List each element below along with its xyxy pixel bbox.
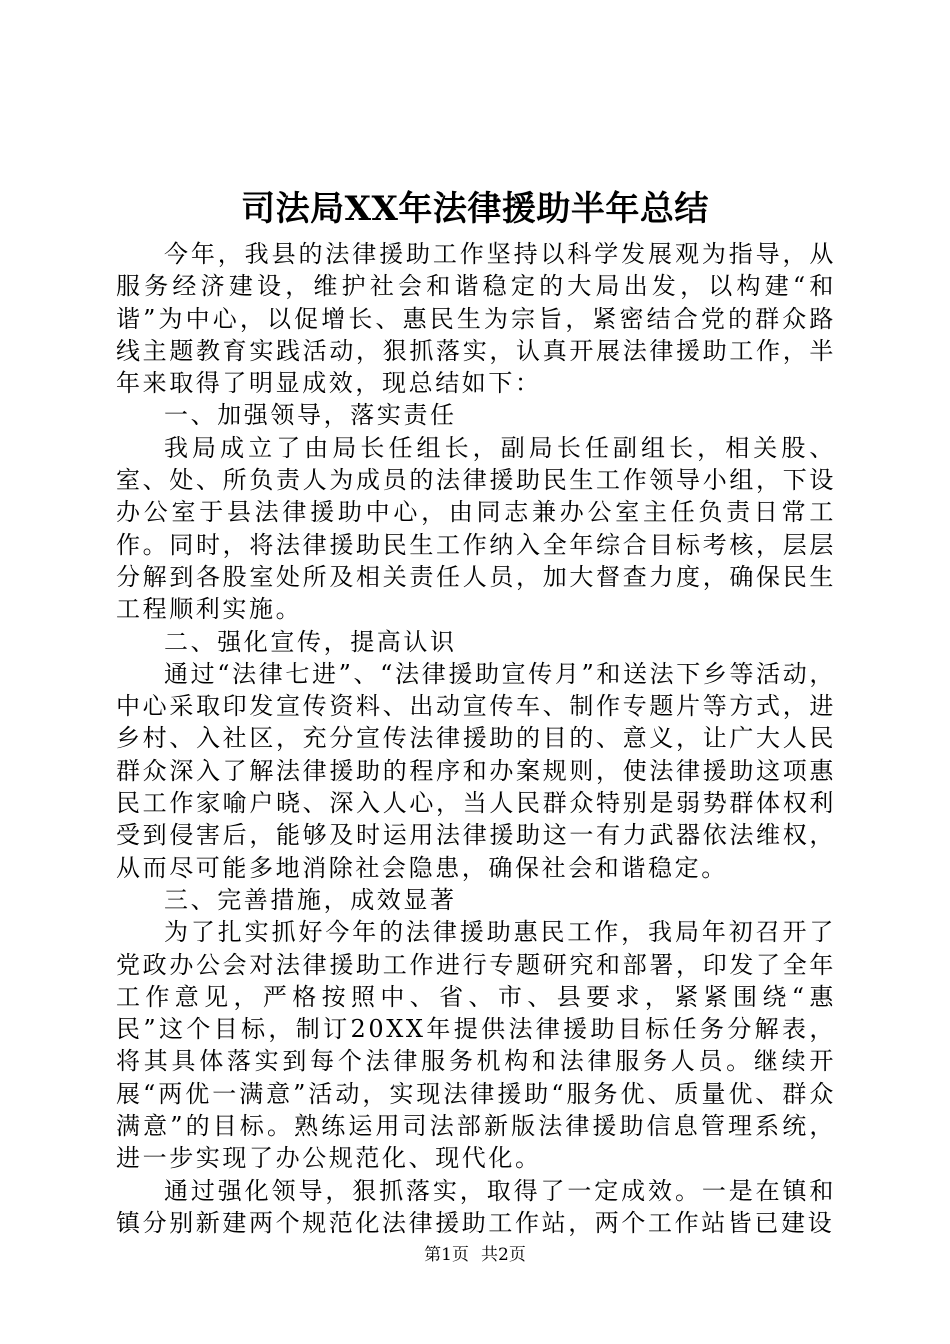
page-number-total: 共2页 xyxy=(481,1245,526,1265)
section-paragraph-3: 为了扎实抓好今年的法律援助惠民工作，我局年初召开了党政办公会对法律援助工作进行专题研究和部署，印发了全年工作意见，严格按照中、省、市、县要求，紧紧围绕“惠民”这个目标，制订20XX年提供法律援助目标任务分解表，将其具体落实到每个法律服务机构和法律服务人员。继续开展“两优一满意”活动，实现法律援助“服务优、质量优、群众满意”的目标。熟练运用司法部新版法律援助信息管理系统，进一步实现了办公规范化、现代化。 xyxy=(116,918,836,1173)
page-number-current: 第1页 xyxy=(424,1245,469,1265)
section-heading-2: 二、强化宣传，提高认识 xyxy=(164,627,457,656)
page-footer xyxy=(0,1243,950,1267)
section-paragraph-1: 我局成立了由局长任组长，副局长任副组长，相关股、室、处、所负责人为成员的法律援助民生工作领导小组，下设办公室于县法律援助中心，由同志兼办公室主任负责日常工作。同时，将法律援助民生工作纳入全年综合目标考核，层层分解到各股室处所及相关责任人员，加大督查力度，确保民生工程顺利实施。 xyxy=(116,433,836,624)
section-paragraph-2: 通过“法律七进”、“法律援助宣传月”和送法下乡等活动，中心采取印发宣传资料、出动宣传车、制作专题片等方式，进乡村、入社区，充分宣传法律援助的目的、意义，让广大人民群众深入了解法律援助的程序和办案规则，使法律援助这项惠民工作家喻户晓、深入人心，当人民群众特别是弱势群体权利受到侵害后，能够及时运用法律援助这一有力武器依法维权，从而尽可能多地消除社会隐患，确保社会和谐稳定。 xyxy=(116,659,836,882)
document-body xyxy=(116,238,836,1239)
section-paragraph-4: 通过强化领导，狠抓落实，取得了一定成效。一是在镇和镇分别新建两个规范化法律援助工作站，两个工作站皆已建设 xyxy=(116,1176,836,1237)
section-heading-1: 一、加强领导，落实责任 xyxy=(164,401,457,430)
section-heading-3: 三、完善措施，成效显著 xyxy=(164,885,457,914)
intro-paragraph: 今年，我县的法律援助工作坚持以科学发展观为指导，从服务经济建设，维护社会和谐稳定的大局出发，以构建“和谐”为中心，以促增长、惠民生为宗旨，紧密结合党的群众路线主题教育实践活动，狠抓落实，认真开展法律援助工作，半年来取得了明显成效，现总结如下： xyxy=(116,240,836,398)
document-title: 司法局XX年法律援助半年总结 xyxy=(241,189,709,229)
